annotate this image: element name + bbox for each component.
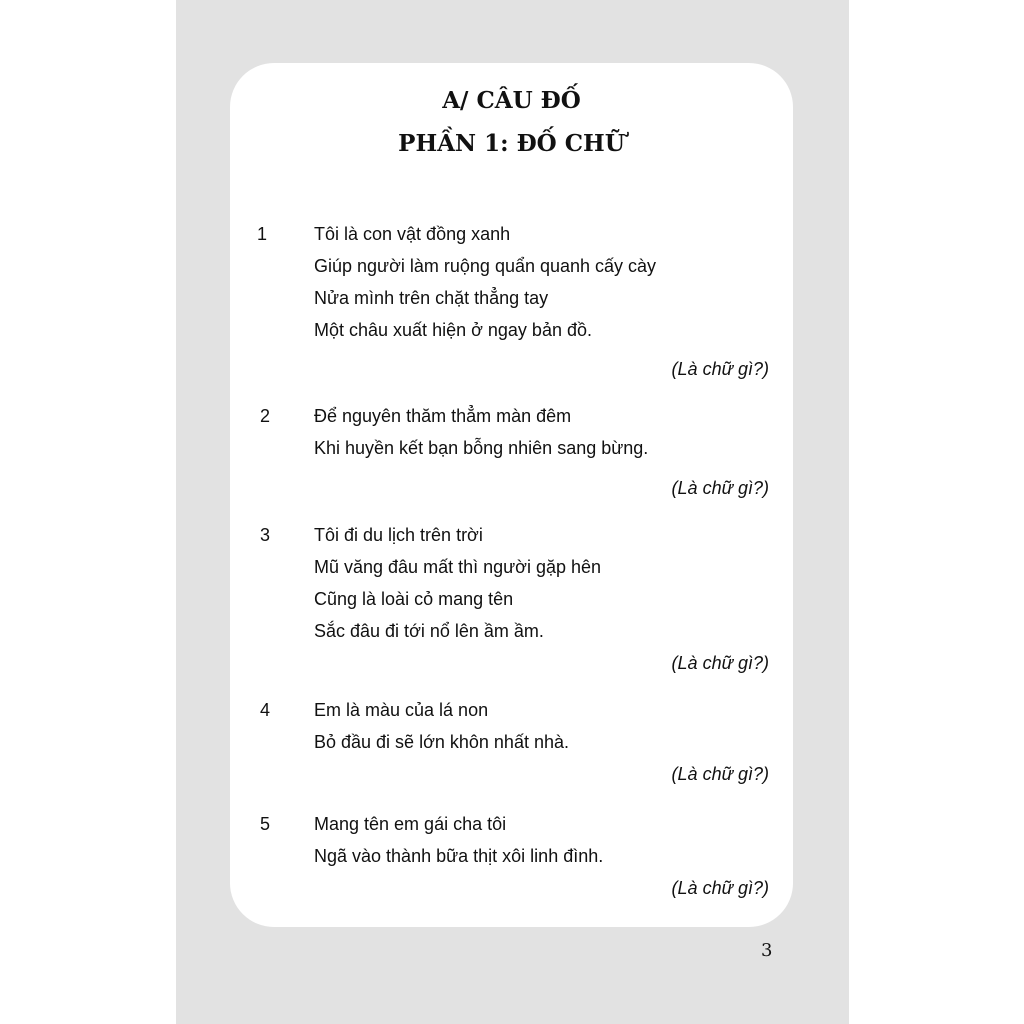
riddle-line: Mũ văng đâu mất thì người gặp hên: [314, 557, 602, 577]
riddle-number: 5: [259, 814, 270, 834]
riddle-line: Một châu xuất hiện ở ngay bản đồ.: [314, 320, 592, 340]
riddle-line: Nửa mình trên chặt thẳng tay: [314, 288, 549, 308]
riddle-line: Bỏ đầu đi sẽ lớn khôn nhất nhà.: [314, 732, 569, 752]
riddle-card: [230, 63, 793, 927]
riddle-line: Khi huyền kết bạn bỗng nhiên sang bừng.: [314, 438, 649, 458]
riddle-number: 4: [259, 700, 270, 720]
riddle-question: (Là chữ gì?): [671, 653, 769, 673]
riddle-number: 2: [259, 406, 270, 426]
part-title: PHẦN 1: ĐỐ CHỮ: [398, 130, 625, 157]
riddle-line: Sắc đâu đi tới nổ lên ầm ầm.: [314, 621, 544, 641]
riddle-line: Tôi đi du lịch trên trời: [314, 525, 483, 545]
section-title: A/ CÂU ĐỐ: [442, 87, 581, 114]
riddle-line: Giúp người làm ruộng quẩn quanh cấy cày: [314, 256, 657, 276]
riddle-number: 1: [256, 224, 267, 244]
page-number: 3: [761, 940, 773, 961]
riddle-question: (Là chữ gì?): [671, 478, 769, 498]
riddle-line: Ngã vào thành bữa thịt xôi linh đình.: [314, 846, 604, 866]
riddle-line: Để nguyên thăm thẳm màn đêm: [314, 406, 572, 426]
riddle-line: Mang tên em gái cha tôi: [314, 814, 507, 834]
riddle-question: (Là chữ gì?): [671, 359, 769, 379]
riddle-question: (Là chữ gì?): [671, 878, 769, 898]
riddle-question: (Là chữ gì?): [671, 764, 769, 784]
book-page: [176, 0, 849, 1024]
riddle-line: Tôi là con vật đồng xanh: [314, 224, 511, 244]
riddle-line: Cũng là loài cỏ mang tên: [314, 589, 514, 609]
riddle-line: Em là màu của lá non: [314, 700, 489, 720]
riddle-number: 3: [259, 525, 270, 545]
